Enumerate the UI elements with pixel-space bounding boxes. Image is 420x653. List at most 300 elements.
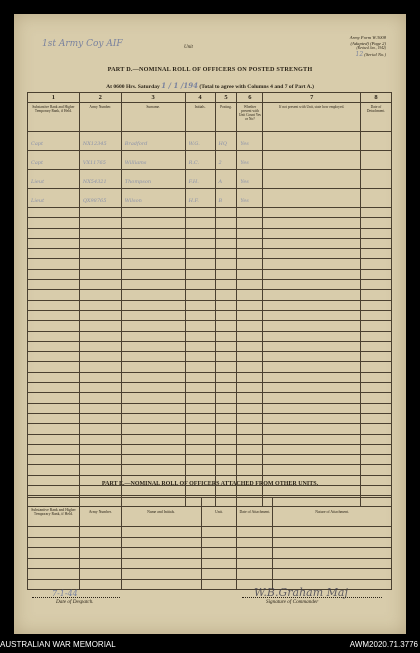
table-cell [263,189,361,208]
table-cell [185,300,215,310]
table-cell [79,331,121,341]
table-cell [28,444,80,454]
handwritten-entry [361,179,364,185]
table-cell [121,434,185,444]
table-row [28,548,392,559]
table-cell [79,249,121,259]
handwritten-entry [263,141,266,147]
table-cell [185,413,215,423]
table-cell [215,170,237,189]
form-ref-line: (Revised Jan., 1942) [356,46,386,51]
table-cell [201,558,237,569]
col-header: Date of Attachment. [239,509,271,514]
table-cell [121,249,185,259]
table-cell [79,352,121,362]
col-number: 4 [185,93,215,103]
table-row [28,218,392,228]
table-cell [28,189,80,208]
table-row [28,362,392,372]
table-cell [185,465,215,475]
table-cell [215,383,237,393]
table-cell [360,413,391,423]
table-cell [121,352,185,362]
table-row [28,527,392,538]
table-cell [237,218,263,228]
table-cell [201,548,237,559]
table-cell [237,170,263,189]
table-cell [360,465,391,475]
table-row [28,413,392,423]
table-cell [79,132,121,151]
table-cell [215,310,237,320]
table-cell [28,372,80,382]
table-cell [215,208,237,218]
col-header: Posting. [220,105,232,109]
part-e-table [27,497,392,590]
table-cell [185,486,215,496]
table-cell [263,341,361,351]
col-header-cell [79,103,121,132]
table-cell [237,465,263,475]
handwritten-entry: Yes [240,141,249,147]
table-cell [360,372,391,382]
table-cell [79,558,121,569]
table-cell [28,341,80,351]
table-cell [215,249,237,259]
table-cell [185,132,215,151]
table-cell [185,218,215,228]
handwritten-entry: B [218,198,223,204]
table-cell [121,424,185,434]
table-cell [121,465,185,475]
table-cell [215,434,237,444]
col-header: Unit. [215,509,223,514]
handwritten-entry: Lieut [31,198,45,204]
table-cell [237,151,263,170]
handwritten-entry: Yes [240,179,249,185]
table-cell [360,259,391,269]
table-cell [263,249,361,259]
table-cell [79,579,121,590]
table-cell [28,424,80,434]
handwritten-entry: Thompson [124,179,152,185]
table-cell [360,151,391,170]
table-cell [28,548,80,559]
table-cell [28,132,80,151]
table-row [28,444,392,454]
table-row [28,290,392,300]
table-cell [360,189,391,208]
table-cell [28,321,80,331]
table-cell [360,424,391,434]
table-cell [263,413,361,423]
col-header: Name and Initials. [147,509,176,514]
table-cell [185,310,215,320]
col-header-cell [237,498,273,527]
table-cell [79,208,121,218]
table-row [28,132,392,151]
form-page [14,14,406,634]
table-cell [237,259,263,269]
table-cell [237,537,273,548]
col-header-cell [79,498,121,527]
table-cell [121,455,185,465]
table-cell [79,569,121,580]
table-cell [121,331,185,341]
table-cell [79,403,121,413]
table-cell [263,362,361,372]
table-cell [28,218,80,228]
table-cell [263,486,361,496]
table-cell [237,434,263,444]
despatch-label: Date of Despatch. [56,599,94,605]
table-cell [185,208,215,218]
table-cell [28,300,80,310]
table-cell [185,403,215,413]
table-row [28,465,392,475]
col-number: 1 [28,93,80,103]
table-cell [185,362,215,372]
table-cell [185,238,215,248]
despatch-date-handwritten: 7-1-44 [52,589,78,598]
table-cell [185,280,215,290]
table-cell [28,527,80,538]
table-cell [263,455,361,465]
table-cell [263,170,361,189]
table-cell [79,486,121,496]
table-row [28,455,392,465]
table-cell [185,341,215,351]
table-cell [79,424,121,434]
table-cell [121,321,185,331]
table-cell [237,228,263,238]
table-cell [79,321,121,331]
table-cell [360,362,391,372]
table-row [28,259,392,269]
table-cell [28,290,80,300]
table-cell [360,269,391,279]
col-header-cell [28,498,80,527]
handwritten-entry [263,198,266,204]
table-cell [201,527,237,538]
col-header: Surname. [146,105,160,109]
table-cell [237,132,263,151]
table-cell [360,310,391,320]
table-cell [121,558,201,569]
table-cell [28,362,80,372]
table-cell [360,341,391,351]
table-cell [121,170,185,189]
table-row [28,352,392,362]
table-cell [237,558,273,569]
table-cell [28,434,80,444]
table-cell [360,352,391,362]
table-cell [263,403,361,413]
table-cell [215,424,237,434]
table-cell [79,290,121,300]
table-cell [28,331,80,341]
table-cell [121,444,185,454]
table-cell [79,362,121,372]
table-cell [237,372,263,382]
table-row [28,151,392,170]
table-cell [121,383,185,393]
table-cell [79,341,121,351]
table-cell [28,465,80,475]
table-cell [263,300,361,310]
table-cell [185,331,215,341]
table-cell [28,579,80,590]
table-row [28,372,392,382]
col-header-cell [360,103,391,132]
table-cell [215,238,237,248]
table-cell [237,393,263,403]
table-cell [79,280,121,290]
table-cell [263,434,361,444]
table-row [28,189,392,208]
table-cell [263,269,361,279]
table-cell [185,383,215,393]
table-row [28,537,392,548]
unit-label: Unit [184,45,193,50]
table-cell [121,151,185,170]
table-row [28,558,392,569]
part-d-table [27,92,392,507]
table-cell [263,290,361,300]
table-cell [215,189,237,208]
col-header-row [28,103,392,132]
at-line [14,81,406,90]
table-cell [121,132,185,151]
table-cell [360,249,391,259]
table-cell [121,269,185,279]
col-number: 7 [263,93,361,103]
table-cell [79,238,121,248]
col-header: Army Number. [88,509,112,514]
table-cell [360,218,391,228]
table-cell [237,290,263,300]
handwritten-entry: VX11765 [82,160,106,166]
table-cell [237,189,263,208]
table-cell [237,280,263,290]
table-cell [215,321,237,331]
table-cell [79,455,121,465]
table-cell [237,341,263,351]
table-cell [263,151,361,170]
col-number: 5 [215,93,237,103]
table-cell [263,424,361,434]
table-cell [263,218,361,228]
table-cell [263,259,361,269]
table-cell [28,269,80,279]
table-cell [237,300,263,310]
table-cell [273,569,392,580]
table-cell [28,455,80,465]
table-cell [28,486,80,496]
table-row [28,331,392,341]
table-cell [185,189,215,208]
table-row [28,208,392,218]
table-cell [185,424,215,434]
table-cell [79,189,121,208]
table-cell [237,486,263,496]
table-cell [360,393,391,403]
table-cell [185,151,215,170]
table-cell [121,228,185,238]
table-row [28,228,392,238]
unit-handwritten: 1st Army Coy AIF [42,39,123,49]
table-cell [237,331,263,341]
table-row [28,170,392,189]
table-cell [79,218,121,228]
table-cell [121,300,185,310]
handwritten-entry [263,179,266,185]
at-date-handwritten: 1 / 1 /194 [161,81,199,90]
col-header-row [28,498,392,527]
table-cell [237,455,263,465]
table-cell [185,444,215,454]
col-header-cell [263,103,361,132]
table-cell [121,393,185,403]
table-cell [121,579,201,590]
table-cell [28,558,80,569]
table-cell [215,280,237,290]
table-row [28,434,392,444]
table-cell [360,403,391,413]
handwritten-entry: H.F. [188,198,199,204]
handwritten-entry: R.C. [188,160,200,166]
table-cell [28,352,80,362]
table-cell [28,249,80,259]
table-cell [215,259,237,269]
table-cell [185,170,215,189]
at-suffix: (Total to agree with Columns 4 and 7 of Part A.) [199,84,314,90]
handwritten-entry: Williams [124,160,147,166]
table-cell [185,228,215,238]
table-cell [121,208,185,218]
table-cell [79,300,121,310]
handwritten-entry [361,141,364,147]
col-header-cell [237,103,263,132]
table-cell [185,393,215,403]
table-cell [263,331,361,341]
col-header-cell [121,103,185,132]
table-cell [121,310,185,320]
table-cell [360,331,391,341]
table-cell [237,527,273,538]
table-cell [121,413,185,423]
table-cell [28,259,80,269]
handwritten-entry: A [218,179,223,185]
table-cell [237,208,263,218]
table-cell [215,403,237,413]
table-cell [215,413,237,423]
table-row [28,269,392,279]
table-cell [28,393,80,403]
table-cell [237,321,263,331]
handwritten-entry: NX54321 [82,179,107,185]
table-cell [185,352,215,362]
table-cell [121,527,201,538]
table-cell [215,331,237,341]
col-header: Substantive Rank and Higher Temporary Rank, if Held. [32,105,75,114]
table-cell [360,238,391,248]
table-cell [263,208,361,218]
table-cell [201,569,237,580]
table-cell [79,413,121,423]
table-cell [79,527,121,538]
table-cell [360,170,391,189]
serial-handwritten: 12 [355,50,364,58]
table-cell [263,383,361,393]
col-header: Date of Detachment. [366,105,386,114]
table-cell [185,434,215,444]
table-row [28,321,392,331]
table-cell [263,393,361,403]
table-cell [263,465,361,475]
table-row [28,403,392,413]
table-cell [360,321,391,331]
table-cell [28,151,80,170]
table-cell [79,269,121,279]
table-cell [215,486,237,496]
part-d-title: PART D.—NOMINAL ROLL OF OFFICERS ON POSTED STRENGTH [107,66,313,73]
table-cell [360,383,391,393]
table-row [28,238,392,248]
table-cell [121,569,201,580]
table-cell [237,310,263,320]
handwritten-entry: 2 [218,160,222,166]
handwritten-entry: Yes [240,198,249,204]
table-cell [237,269,263,279]
table-cell [121,362,185,372]
handwritten-entry: QX98765 [82,198,107,204]
table-cell [360,290,391,300]
table-cell [185,269,215,279]
table-cell [215,269,237,279]
table-cell [79,151,121,170]
col-number: 2 [79,93,121,103]
table-cell [121,290,185,300]
table-cell [201,579,237,590]
col-header: Nature of Attachment. [315,509,350,514]
table-row [28,383,392,393]
table-cell [121,548,201,559]
table-cell [121,537,201,548]
table-row [28,424,392,434]
table-cell [263,228,361,238]
form-ref-serial [350,51,386,59]
col-header-cell [185,103,215,132]
signature-label: Signature of Commander [266,599,319,605]
table-cell [121,341,185,351]
table-cell [121,372,185,382]
table-cell [215,362,237,372]
col-header: Army Number. [89,105,112,109]
at-prefix: At 0600 Hrs. Saturday [106,84,160,90]
handwritten-entry: Yes [240,160,249,166]
table-cell [237,249,263,259]
table-cell [121,259,185,269]
table-cell [273,537,392,548]
table-cell [28,413,80,423]
table-cell [79,259,121,269]
handwritten-entry: Lieut [31,179,45,185]
table-cell [121,189,185,208]
col-number: 6 [237,93,263,103]
handwritten-entry: HQ [218,141,227,147]
signature-handwritten: W.B.Graham Maj [254,586,348,599]
